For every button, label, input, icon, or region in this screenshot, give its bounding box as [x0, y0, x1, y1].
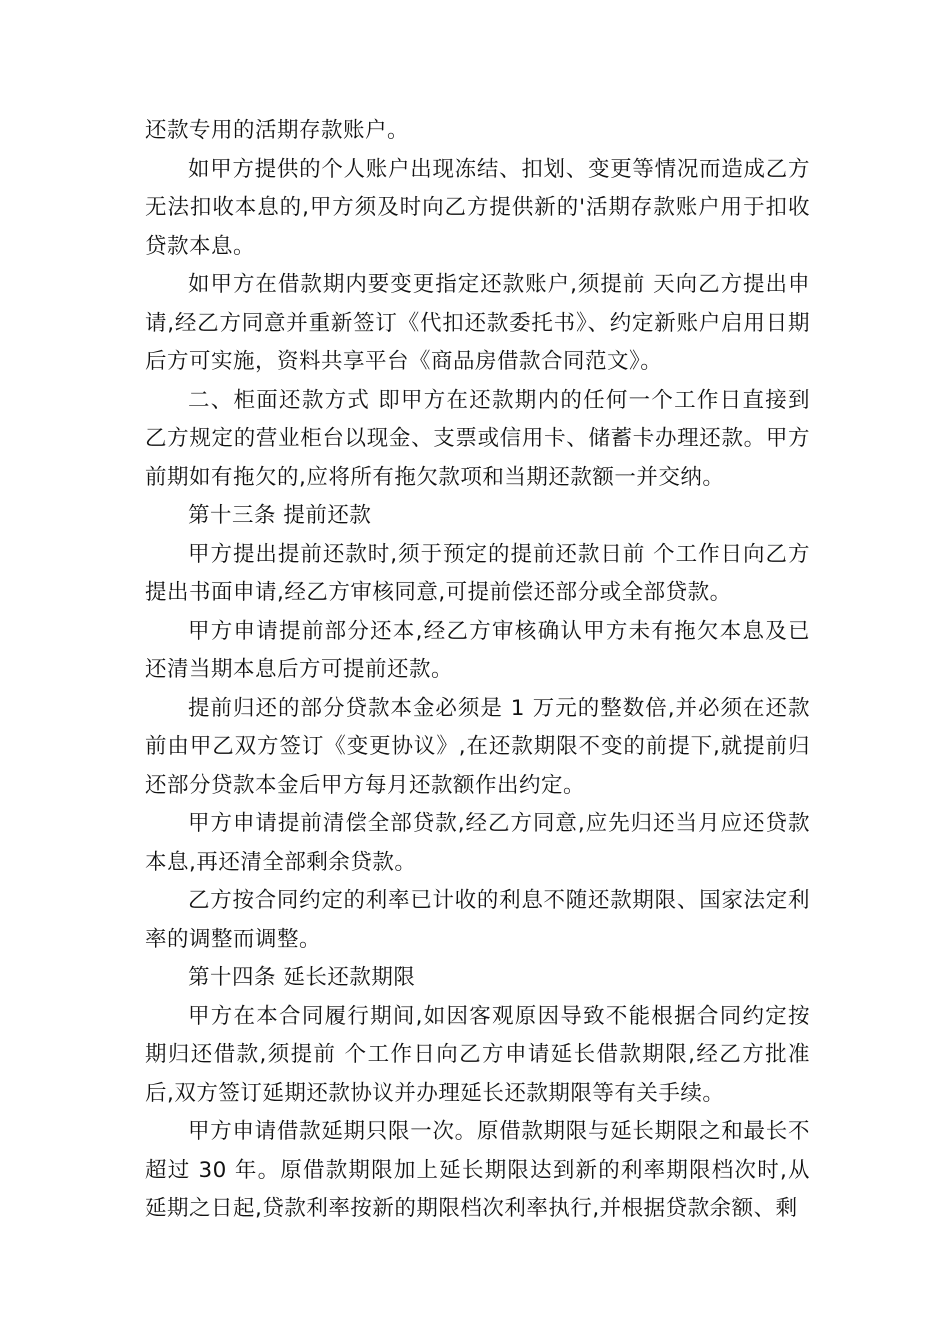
section-heading: 第十三条 提前还款: [188, 503, 372, 528]
paragraph: 甲方申请提前清偿全部贷款,经乙方同意,应先归还当月应还贷款本息,再还清全部剩余贷款。: [145, 811, 810, 875]
paragraph: 甲方提出提前还款时,须于预定的提前还款日前 个工作日向乙方提出书面申请,经乙方审核同意,可提前偿还部分或全部贷款。: [145, 541, 810, 605]
paragraph: 甲方申请借款延期只限一次。原借款期限与延长期限之和最长不超过 30 年。原借款期限加上延长期限达到新的利率期限档次时,从延期之日起,贷款利率按新的期限档次利率执行,并根据贷款余额、剩: [145, 1119, 810, 1221]
section-heading: 第十四条 延长还款期限: [188, 965, 416, 990]
document-body: [145, 112, 810, 1229]
paragraph: 如甲方提供的个人账户出现冻结、扣划、变更等情况而造成乙方无法扣收本息的,甲方须及时向乙方提供新的'活期存款账户用于扣收贷款本息。: [145, 156, 810, 259]
paragraph: 二、柜面还款方式 即甲方在还款期内的任何一个工作日直接到乙方规定的营业柜台以现金、支票或信用卡、储蓄卡办理还款。甲方前期如有拖欠的,应将所有拖欠款项和当期还款额一并交纳。: [145, 387, 810, 490]
paragraph: 提前归还的部分贷款本金必须是 1 万元的整数倍,并必须在还款前由甲乙双方签订《变更协议》,在还款期限不变的前提下,就提前归还部分贷款本金后甲方每月还款额作出约定。: [145, 695, 810, 798]
paragraph: 如甲方在借款期内要变更指定还款账户,须提前 天向乙方提出申请,经乙方同意并重新签订《代扣还款委托书》、约定新账户启用日期后方可实施，资料共享平台《商品房借款合同范文》。: [145, 272, 810, 374]
paragraph: 还款专用的活期存款账户。: [145, 118, 410, 143]
paragraph: 甲方在本合同履行期间,如因客观原因导致不能根据合同约定按期归还借款,须提前 个工作日向乙方申请延长借款期限,经乙方批准后,双方签订延期还款协议并办理延长还款期限等有关手续。: [145, 1003, 810, 1106]
paragraph: 乙方按合同约定的利率已计收的利息不随还款期限、国家法定利率的调整而调整。: [145, 888, 810, 952]
paragraph: 甲方申请提前部分还本,经乙方审核确认甲方未有拖欠本息及已还清当期本息后方可提前还款。: [145, 618, 810, 682]
